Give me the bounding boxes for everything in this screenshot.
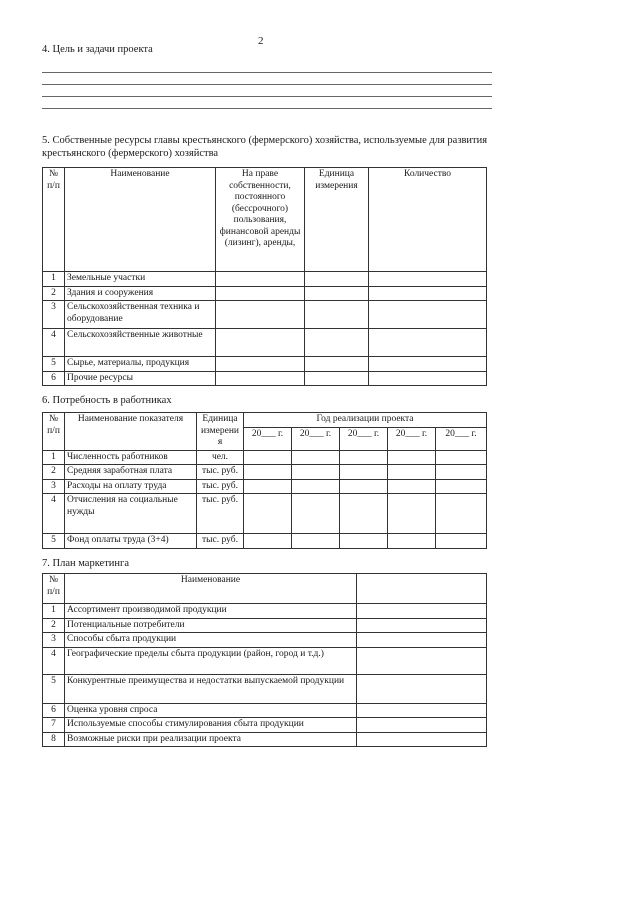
input-cell[interactable] xyxy=(340,534,388,549)
row-name: Конкурентные преимущества и недостатки выпускаемой продукции xyxy=(65,674,357,703)
table-row xyxy=(43,465,487,480)
input-cell[interactable] xyxy=(305,301,369,329)
input-cell[interactable] xyxy=(292,479,340,494)
row-num: 4 xyxy=(43,494,65,534)
answer-line[interactable] xyxy=(42,72,492,73)
input-cell[interactable] xyxy=(292,494,340,534)
year-1-header: 20___ г. xyxy=(244,427,292,450)
col-name-header: Наименование показателя xyxy=(65,413,197,451)
input-cell[interactable] xyxy=(216,272,305,287)
table-row xyxy=(43,494,487,534)
year-2-header: 20___ г. xyxy=(292,427,340,450)
section-4-title: 4. Цель и задачи проекта xyxy=(42,44,153,55)
input-cell[interactable] xyxy=(216,371,305,386)
table-row xyxy=(43,357,487,372)
input-cell[interactable] xyxy=(357,718,487,733)
row-name: Прочие ресурсы xyxy=(65,371,216,386)
row-name: Способы сбыта продукции xyxy=(65,633,357,648)
input-cell[interactable] xyxy=(388,479,436,494)
row-unit: тыс. руб. xyxy=(197,534,244,549)
year-header: Год реализации проекта xyxy=(244,413,487,428)
input-cell[interactable] xyxy=(244,534,292,549)
row-name: Земельные участки xyxy=(65,272,216,287)
section-5-title-line1: 5. Собственные ресурсы главы крестьянского (фермерского) хозяйства, используемые для развития xyxy=(42,135,488,146)
col-value-header xyxy=(357,574,487,604)
section-6-title: 6. Потребность в работниках xyxy=(42,395,172,406)
row-num: 4 xyxy=(43,329,65,357)
input-cell[interactable] xyxy=(357,633,487,648)
section-7-title: 7. План маркетинга xyxy=(42,558,130,569)
input-cell[interactable] xyxy=(369,371,487,386)
col-num-header: № п/п xyxy=(43,168,65,272)
answer-line[interactable] xyxy=(42,96,492,97)
table-row xyxy=(43,329,487,357)
input-cell[interactable] xyxy=(216,286,305,301)
input-cell[interactable] xyxy=(305,286,369,301)
input-cell[interactable] xyxy=(216,329,305,357)
resources-table xyxy=(42,167,487,386)
input-cell[interactable] xyxy=(369,329,487,357)
table-row xyxy=(43,604,487,619)
input-cell[interactable] xyxy=(436,494,487,534)
row-num: 1 xyxy=(43,604,65,619)
row-num: 6 xyxy=(43,371,65,386)
row-num: 8 xyxy=(43,732,65,747)
row-num: 5 xyxy=(43,357,65,372)
input-cell[interactable] xyxy=(369,286,487,301)
row-name: Географические пределы сбыта продукции (район, город и т.д.) xyxy=(65,647,357,674)
table-row xyxy=(43,371,487,386)
input-cell[interactable] xyxy=(369,301,487,329)
row-num: 1 xyxy=(43,272,65,287)
row-unit: чел. xyxy=(197,450,244,465)
row-unit: тыс. руб. xyxy=(197,465,244,480)
row-num: 4 xyxy=(43,647,65,674)
row-name: Возможные риски при реализации проекта xyxy=(65,732,357,747)
marketing-table xyxy=(42,573,487,747)
workers-table xyxy=(42,412,487,549)
input-cell[interactable] xyxy=(388,465,436,480)
input-cell[interactable] xyxy=(216,357,305,372)
row-name: Ассортимент производимой продукции xyxy=(65,604,357,619)
input-cell[interactable] xyxy=(369,357,487,372)
answer-line[interactable] xyxy=(42,108,492,109)
input-cell[interactable] xyxy=(216,301,305,329)
row-name: Сырье, материалы, продукция xyxy=(65,357,216,372)
table-row xyxy=(43,618,487,633)
col-num-header: № п/п xyxy=(43,574,65,604)
row-num: 5 xyxy=(43,674,65,703)
input-cell[interactable] xyxy=(305,329,369,357)
row-unit: тыс. руб. xyxy=(197,479,244,494)
input-cell[interactable] xyxy=(357,674,487,703)
table-row xyxy=(43,272,487,287)
input-cell[interactable] xyxy=(244,494,292,534)
input-cell[interactable] xyxy=(305,357,369,372)
input-cell[interactable] xyxy=(244,479,292,494)
input-cell[interactable] xyxy=(436,479,487,494)
row-name: Средняя заработная плата xyxy=(65,465,197,480)
row-num: 6 xyxy=(43,703,65,718)
row-unit: тыс. руб. xyxy=(197,494,244,534)
input-cell[interactable] xyxy=(292,465,340,480)
input-cell[interactable] xyxy=(436,534,487,549)
row-num: 3 xyxy=(43,479,65,494)
year-4-header: 20___ г. xyxy=(388,427,436,450)
input-cell[interactable] xyxy=(244,465,292,480)
input-cell[interactable] xyxy=(436,465,487,480)
input-cell[interactable] xyxy=(292,534,340,549)
table-row xyxy=(43,301,487,329)
table-row xyxy=(43,718,487,733)
input-cell[interactable] xyxy=(340,450,388,465)
col-num-header: № п/п xyxy=(43,413,65,451)
col-unit-header: Единица измерени я xyxy=(197,413,244,451)
row-num: 7 xyxy=(43,718,65,733)
input-cell[interactable] xyxy=(357,604,487,619)
table-row xyxy=(43,703,487,718)
input-cell[interactable] xyxy=(388,534,436,549)
input-cell[interactable] xyxy=(357,732,487,747)
input-cell[interactable] xyxy=(340,479,388,494)
row-name: Потенциальные потребители xyxy=(65,618,357,633)
row-num: 3 xyxy=(43,301,65,329)
input-cell[interactable] xyxy=(388,494,436,534)
table-row xyxy=(43,674,487,703)
row-name: Здания и сооружения xyxy=(65,286,216,301)
year-5-header: 20___ г. xyxy=(436,427,487,450)
input-cell[interactable] xyxy=(388,450,436,465)
table-row xyxy=(43,647,487,674)
row-num: 5 xyxy=(43,534,65,549)
col-qty-header: Количество xyxy=(369,168,487,272)
row-name: Сельскохозяйственная техника и оборудование xyxy=(65,301,216,329)
col-right-header: На праве собственности, постоянного (бессрочного) пользования, финансовой аренды (лизинг), аренды, xyxy=(216,168,305,272)
input-cell[interactable] xyxy=(357,647,487,674)
table-row xyxy=(43,450,487,465)
section-5-title-line2: крестьянского (фермерского) хозяйства xyxy=(42,148,219,159)
row-name: Сельскохозяйственные животные xyxy=(65,329,216,357)
row-name: Оценка уровня спроса xyxy=(65,703,357,718)
table-row xyxy=(43,479,487,494)
row-name: Расходы на оплату труда xyxy=(65,479,197,494)
answer-line[interactable] xyxy=(42,84,492,85)
input-cell[interactable] xyxy=(369,272,487,287)
row-num: 2 xyxy=(43,618,65,633)
table-row xyxy=(43,732,487,747)
input-cell[interactable] xyxy=(357,618,487,633)
row-name: Отчисления на социальные нужды xyxy=(65,494,197,534)
input-cell[interactable] xyxy=(436,450,487,465)
row-num: 1 xyxy=(43,450,65,465)
row-num: 2 xyxy=(43,465,65,480)
year-3-header: 20___ г. xyxy=(340,427,388,450)
input-cell[interactable] xyxy=(292,450,340,465)
table-row xyxy=(43,633,487,648)
input-cell[interactable] xyxy=(305,371,369,386)
col-unit-header: Единица измерения xyxy=(305,168,369,272)
row-name: Численность работников xyxy=(65,450,197,465)
table-row xyxy=(43,534,487,549)
row-num: 3 xyxy=(43,633,65,648)
input-cell[interactable] xyxy=(340,465,388,480)
row-num: 2 xyxy=(43,286,65,301)
input-cell[interactable] xyxy=(244,450,292,465)
col-name-header: Наименование xyxy=(65,574,357,604)
page-number: 2 xyxy=(258,35,264,47)
input-cell[interactable] xyxy=(305,272,369,287)
input-cell[interactable] xyxy=(357,703,487,718)
row-name: Используемые способы стимулирования сбыта продукции xyxy=(65,718,357,733)
input-cell[interactable] xyxy=(340,494,388,534)
col-name-header: Наименование xyxy=(65,168,216,272)
row-name: Фонд оплаты труда (3+4) xyxy=(65,534,197,549)
table-row xyxy=(43,286,487,301)
